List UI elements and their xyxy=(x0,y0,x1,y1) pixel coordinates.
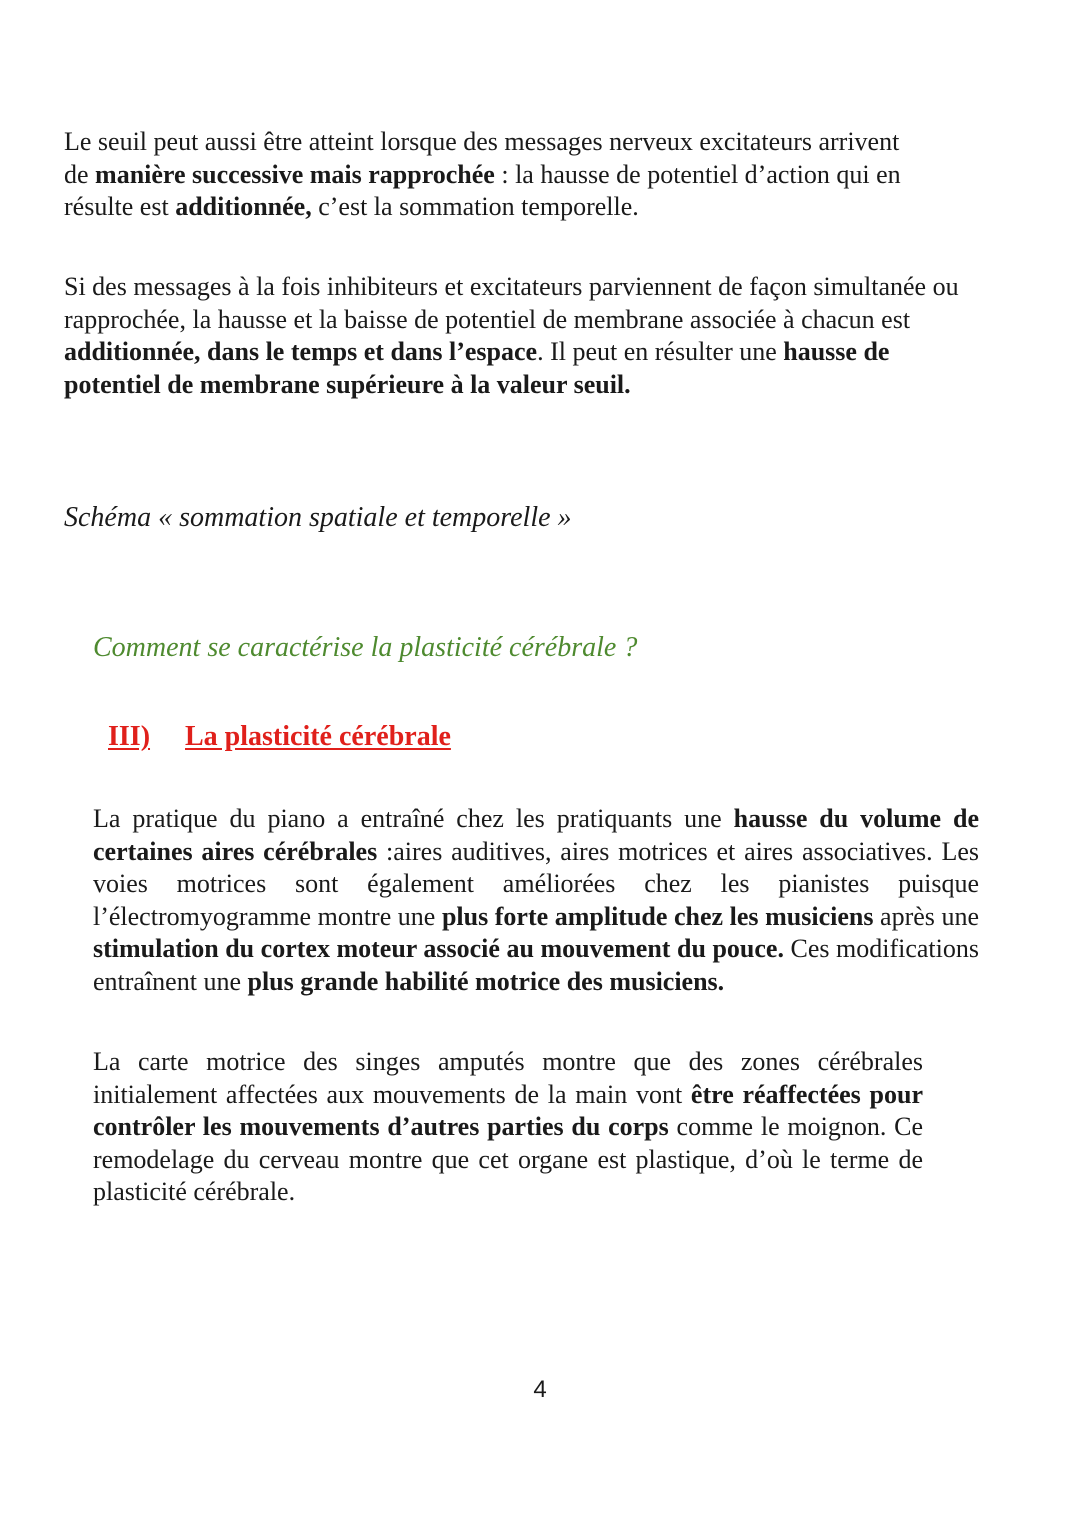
text-run: c’est la sommation temporelle. xyxy=(311,192,639,221)
text-run: après une xyxy=(873,901,979,931)
section-number: III) xyxy=(108,721,151,752)
text-run: La pratique du piano a entraîné chez les pratiquants une xyxy=(93,804,734,833)
text-run: Si des messages à la fois inhibiteurs et excitateurs parviennent de façon simultanée ou rapprochée, la hausse et la baisse de potentiel de membrane associée à chacun est xyxy=(64,272,959,334)
section-title: La plasticité cérébrale xyxy=(185,721,451,752)
paragraph-temporal-summation xyxy=(64,126,924,224)
text-run: Le seuil peut aussi être atteint lorsque des messages nerveux excitateurs arrivent de xyxy=(64,127,900,189)
bold-text-run: additionnée, dans le temps et dans l’espace xyxy=(64,337,538,366)
section-question: Comment se caractérise la plasticité cérébrale ? xyxy=(93,632,638,663)
paragraph-amputated-monkeys xyxy=(93,1046,923,1209)
bold-text-run: hausse du volume de certaines aires cérébrales xyxy=(93,804,979,866)
text-run: Ces modifications entraînent une xyxy=(93,934,979,996)
text-run: :aires auditives, aires motrices et aires associatives. Les voies motrices sont également améliorées chez les pianistes puisque l’électromyogramme montre une xyxy=(93,836,979,931)
bold-text-run: plus grande habilité motrice des musiciens. xyxy=(247,966,725,996)
bold-text-run: additionnée, xyxy=(175,192,312,221)
bold-text-run: plus forte amplitude chez les musiciens xyxy=(441,901,874,931)
text-run: : la hausse de potentiel d’action qui en résulte est xyxy=(64,159,901,221)
bold-text-run: hausse de potentiel de membrane supérieure à la valeur seuil. xyxy=(64,337,890,399)
bold-text-run: être réaffectées pour contrôler les mouvements d’autres parties du corps xyxy=(93,1079,924,1141)
bold-text-run: stimulation du cortex moteur associé au mouvement du pouce. xyxy=(93,934,784,963)
text-run: comme le moignon. Ce remodelage du cerveau montre que cet organe est plastique, d’où le terme de plasticité cérébrale. xyxy=(93,1112,923,1206)
schema-caption: Schéma « sommation spatiale et temporelle » xyxy=(64,502,572,533)
paragraph-piano-practice xyxy=(93,803,979,998)
paragraph-spatial-temporal-summation xyxy=(64,271,964,401)
page-number: 4 xyxy=(533,1376,547,1403)
section-heading xyxy=(108,720,451,754)
text-run: La carte motrice des singes amputés montre que des zones cérébrales initialement affectées aux mouvements de la main vont xyxy=(93,1047,923,1109)
text-run: . Il peut en résulter une xyxy=(537,337,784,366)
bold-text-run: manière successive mais rapprochée xyxy=(95,159,495,189)
